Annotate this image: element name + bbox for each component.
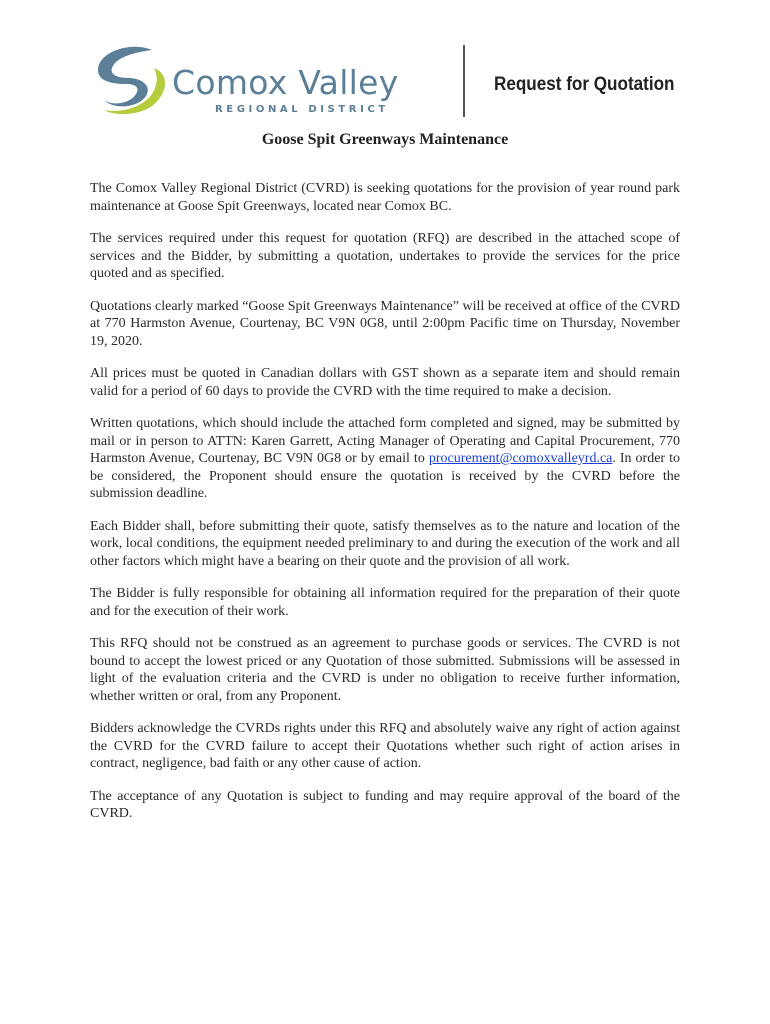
header-divider — [463, 45, 465, 117]
logo-name: Comox Valley — [172, 63, 399, 102]
paragraph: The services required under this request for quotation (RFQ) are described in the attached scope of services and the Bidder, by submitting a quotation, undertakes to provide the services for the price quoted and as specified. — [90, 231, 680, 281]
document-body — [90, 180, 680, 838]
document-header — [0, 0, 770, 125]
paragraph: The Bidder is fully responsible for obtaining all information required for the preparation of their quote and for the execution of their work. — [90, 586, 680, 619]
logo-subtitle: REGIONAL DISTRICT — [215, 104, 389, 115]
paragraph: All prices must be quoted in Canadian dollars with GST shown as a separate item and should remain valid for a period of 60 days to provide the CVRD with the time required to make a decision. — [90, 366, 680, 399]
paragraph: Bidders acknowledge the CVRDs rights under this RFQ and absolutely waive any right of action against the CVRD for the CVRD failure to accept their Quotations whether such right of action arises in contract, negligence, bad faith or any other cause of action. — [90, 721, 680, 771]
paragraph: Each Bidder shall, before submitting their quote, satisfy themselves as to the nature and location of the work, local conditions, the equipment needed preliminary to and during the execution of the work and all other factors which might have a bearing on their quote and the provision of all work. — [90, 518, 680, 569]
paragraph: The Comox Valley Regional District (CVRD) is seeking quotations for the provision of year round park maintenance at Goose Spit Greenways, located near Comox BC. — [90, 181, 680, 214]
submission-paragraph — [90, 415, 680, 503]
document-title: Goose Spit Greenways Maintenance — [261, 131, 509, 148]
procurement-email-link[interactable]: procurement@comoxvalleyrd.ca — [428, 451, 613, 466]
paragraph: Quotations clearly marked “Goose Spit Greenways Maintenance” will be received at office of the CVRD at 770 Harmston Avenue, Courtenay, BC V9N 0G8, until 2:00pm Pacific time on Thursday, November 19, 2020. — [90, 298, 680, 349]
submission-text-before: Written quotations, which should include the attached form completed and signed, may be submitted by mail or in person to ATTN: Karen Garrett, Acting Manager of Operating and Capital Procurement, 770 Harmston Avenue, Courtenay, BC V9N 0G8 or by email to — [90, 416, 680, 466]
cvrd-swirl-logo-icon — [92, 44, 172, 120]
paragraph: The acceptance of any Quotation is subject to funding and may require approval of the board of the CVRD. — [90, 788, 680, 821]
submission-text-after: . In order to be considered, the Proponent should ensure the quotation is received by the CVRD before the submission deadline. — [90, 451, 680, 501]
rfq-heading: Request for Quotation — [494, 74, 675, 95]
paragraph: This RFQ should not be construed as an agreement to purchase goods or services. The CVRD is not bound to accept the lowest priced or any Quotation of those submitted. Submissions will be assessed in light of the evaluation criteria and the CVRD is under no obligation to receive further information, whether written or oral, from any Proponent. — [90, 636, 680, 704]
cvrd-logo — [92, 44, 399, 120]
